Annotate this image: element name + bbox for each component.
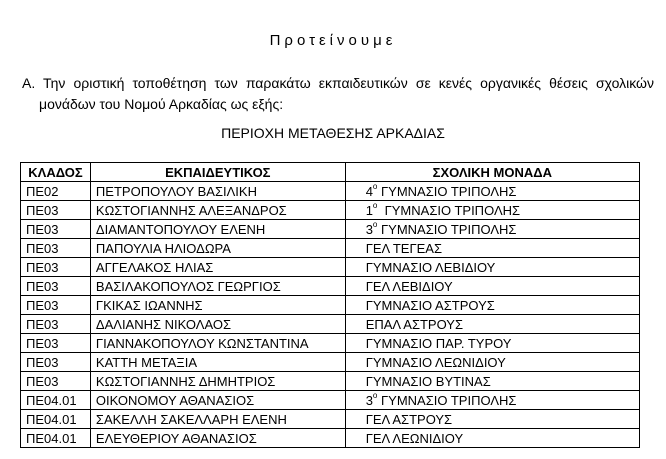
cell-klados: ΠΕ04.01	[21, 410, 91, 429]
cell-teacher: ΚΑΤΤΗ ΜΕΤΑΞΙΑ	[90, 353, 345, 372]
cell-teacher: ΟΙΚΟΝΟΜΟΥ ΑΘΑΝΑΣΙΟΣ	[90, 391, 345, 410]
table-row	[21, 277, 640, 296]
table-row	[21, 239, 640, 258]
cell-school	[345, 296, 639, 315]
section-heading: ΠΕΡΙΟΧΗ ΜΕΤΑΘΕΣΗΣ ΑΡΚΑΔΙΑΣ	[221, 125, 445, 141]
cell-klados: ΠΕ03	[21, 277, 91, 296]
school-number: 4	[365, 183, 373, 199]
cell-teacher: ΓΙΑΝΝΑΚΟΠΟΥΛΟΥ ΚΩΝΣΤΑΝΤΙΝΑ	[90, 334, 345, 353]
column-header-school: ΣΧΟΛΙΚΗ ΜΟΝΑΔΑ	[345, 163, 639, 182]
cell-school	[345, 239, 639, 258]
cell-school	[345, 258, 639, 277]
cell-school	[345, 372, 639, 391]
cell-school	[345, 410, 639, 429]
ordinal-superscript: ο	[372, 200, 378, 210]
cell-teacher: ΕΛΕΥΘΕΡΙΟΥ ΑΘΑΝΑΣΙΟΣ	[90, 429, 345, 448]
school-name: ΕΠΑΛ ΑΣΤΡΟΥΣ	[365, 316, 463, 332]
cell-school	[345, 334, 639, 353]
cell-klados: ΠΕ03	[21, 372, 91, 391]
table-row	[21, 410, 640, 429]
cell-teacher: ΚΩΣΤΟΓΙΑΝΝΗΣ ΑΛΕΞΑΝΔΡΟΣ	[90, 201, 345, 220]
cell-school	[345, 429, 639, 448]
placements-table	[20, 162, 640, 448]
cell-klados: ΠΕ02	[21, 182, 91, 201]
table-row	[21, 315, 640, 334]
cell-teacher: ΑΓΓΕΛΑΚΟΣ ΗΛΙΑΣ	[90, 258, 345, 277]
cell-school	[345, 353, 639, 372]
cell-klados: ΠΕ03	[21, 239, 91, 258]
cell-klados: ΠΕ03	[21, 353, 91, 372]
column-header-teacher: ΕΚΠΑΙΔΕΥΤΙΚΟΣ	[90, 163, 345, 182]
cell-klados: ΠΕ03	[21, 258, 91, 277]
table-row	[21, 220, 640, 239]
school-name: ΓΕΛ ΛΕΒΙΔΙΟΥ	[365, 278, 453, 294]
cell-teacher: ΣΑΚΕΛΛΗ ΣΑΚΕΛΛΑΡΗ ΕΛΕΝΗ	[90, 410, 345, 429]
school-number: 3	[365, 221, 373, 237]
intro-paragraph	[22, 73, 654, 115]
school-name: ΓΕΛ ΤΕΓΕΑΣ	[365, 240, 443, 256]
cell-klados: ΠΕ03	[21, 296, 91, 315]
school-name: ΓΥΜΝΑΣΙΟ ΛΕΩΝΙΔΙΟΥ	[365, 354, 506, 370]
cell-klados: ΠΕ03	[21, 201, 91, 220]
cell-teacher: ΠΑΠΟΥΛΙΑ ΗΛΙΟΔΩΡΑ	[90, 239, 345, 258]
cell-teacher: ΒΑΣΙΛΑΚΟΠΟΥΛΟΣ ΓΕΩΡΓΙΟΣ	[90, 277, 345, 296]
cell-school	[345, 220, 639, 239]
table-row	[21, 182, 640, 201]
table-row	[21, 296, 640, 315]
ordinal-superscript: ο	[372, 219, 378, 229]
cell-klados: ΠΕ03	[21, 334, 91, 353]
cell-school	[345, 315, 639, 334]
school-name: ΓΥΜΝΑΣΙΟ ΒΥΤΙΝΑΣ	[365, 373, 491, 389]
table-row	[21, 429, 640, 448]
ordinal-superscript: ο	[372, 390, 378, 400]
table-row	[21, 353, 640, 372]
cell-klados: ΠΕ04.01	[21, 391, 91, 410]
school-name: ΓΕΛ ΛΕΩΝΙΔΙΟΥ	[365, 430, 464, 446]
cell-teacher: ΔΑΛΙΑΝΗΣ ΝΙΚΟΛΑΟΣ	[90, 315, 345, 334]
cell-klados: ΠΕ03	[21, 315, 91, 334]
ordinal-superscript: ο	[372, 181, 378, 191]
school-name: ΓΥΜΝΑΣΙΟ ΑΣΤΡΟΥΣ	[365, 297, 495, 313]
cell-klados: ΠΕ04.01	[21, 429, 91, 448]
school-name: ΓΥΜΝΑΣΙΟ ΤΡΙΠΟΛΗΣ	[377, 183, 517, 199]
table-row	[21, 334, 640, 353]
table-row	[21, 258, 640, 277]
cell-klados: ΠΕ03	[21, 220, 91, 239]
column-header-klados: ΚΛΑΔΟΣ	[21, 163, 91, 182]
school-number: 3	[365, 392, 373, 408]
intro-line-2: μονάδων του Νομού Αρκαδίας ως εξής:	[39, 96, 284, 112]
intro-line-1: Α. Την οριστική τοποθέτηση των παρακάτω εκπαιδευτικών σε κενές οργανικές θέσεις σχολικών	[22, 75, 654, 91]
cell-teacher: ΠΕΤΡΟΠΟΥΛΟΥ ΒΑΣΙΛΙΚΗ	[90, 182, 345, 201]
table-header-row	[21, 163, 640, 182]
cell-school	[345, 182, 639, 201]
school-name: ΓΥΜΝΑΣΙΟ ΠΑΡ. ΤΥΡΟΥ	[365, 335, 512, 351]
cell-teacher: ΚΩΣΤΟΓΙΑΝΝΗΣ ΔΗΜΗΤΡΙΟΣ	[90, 372, 345, 391]
school-name: ΓΥΜΝΑΣΙΟ ΤΡΙΠΟΛΗΣ	[377, 221, 517, 237]
cell-teacher: ΔΙΑΜΑΝΤΟΠΟΥΛΟΥ ΕΛΕΝΗ	[90, 220, 345, 239]
table-row	[21, 201, 640, 220]
school-number: 1	[365, 202, 373, 218]
cell-school	[345, 391, 639, 410]
school-name: ΓΥΜΝΑΣΙΟ ΤΡΙΠΟΛΗΣ	[377, 202, 521, 218]
page-title: Προτείνουμε	[269, 32, 397, 49]
table-row	[21, 391, 640, 410]
school-name: ΓΥΜΝΑΣΙΟ ΤΡΙΠΟΛΗΣ	[377, 392, 517, 408]
cell-school	[345, 277, 639, 296]
school-name: ΓΥΜΝΑΣΙΟ ΛΕΒΙΔΙΟΥ	[365, 259, 496, 275]
cell-teacher: ΓΚΙΚΑΣ ΙΩΑΝΝΗΣ	[90, 296, 345, 315]
school-name: ΓΕΛ ΑΣΤΡΟΥΣ	[365, 411, 453, 427]
cell-school	[345, 201, 639, 220]
table-row	[21, 372, 640, 391]
